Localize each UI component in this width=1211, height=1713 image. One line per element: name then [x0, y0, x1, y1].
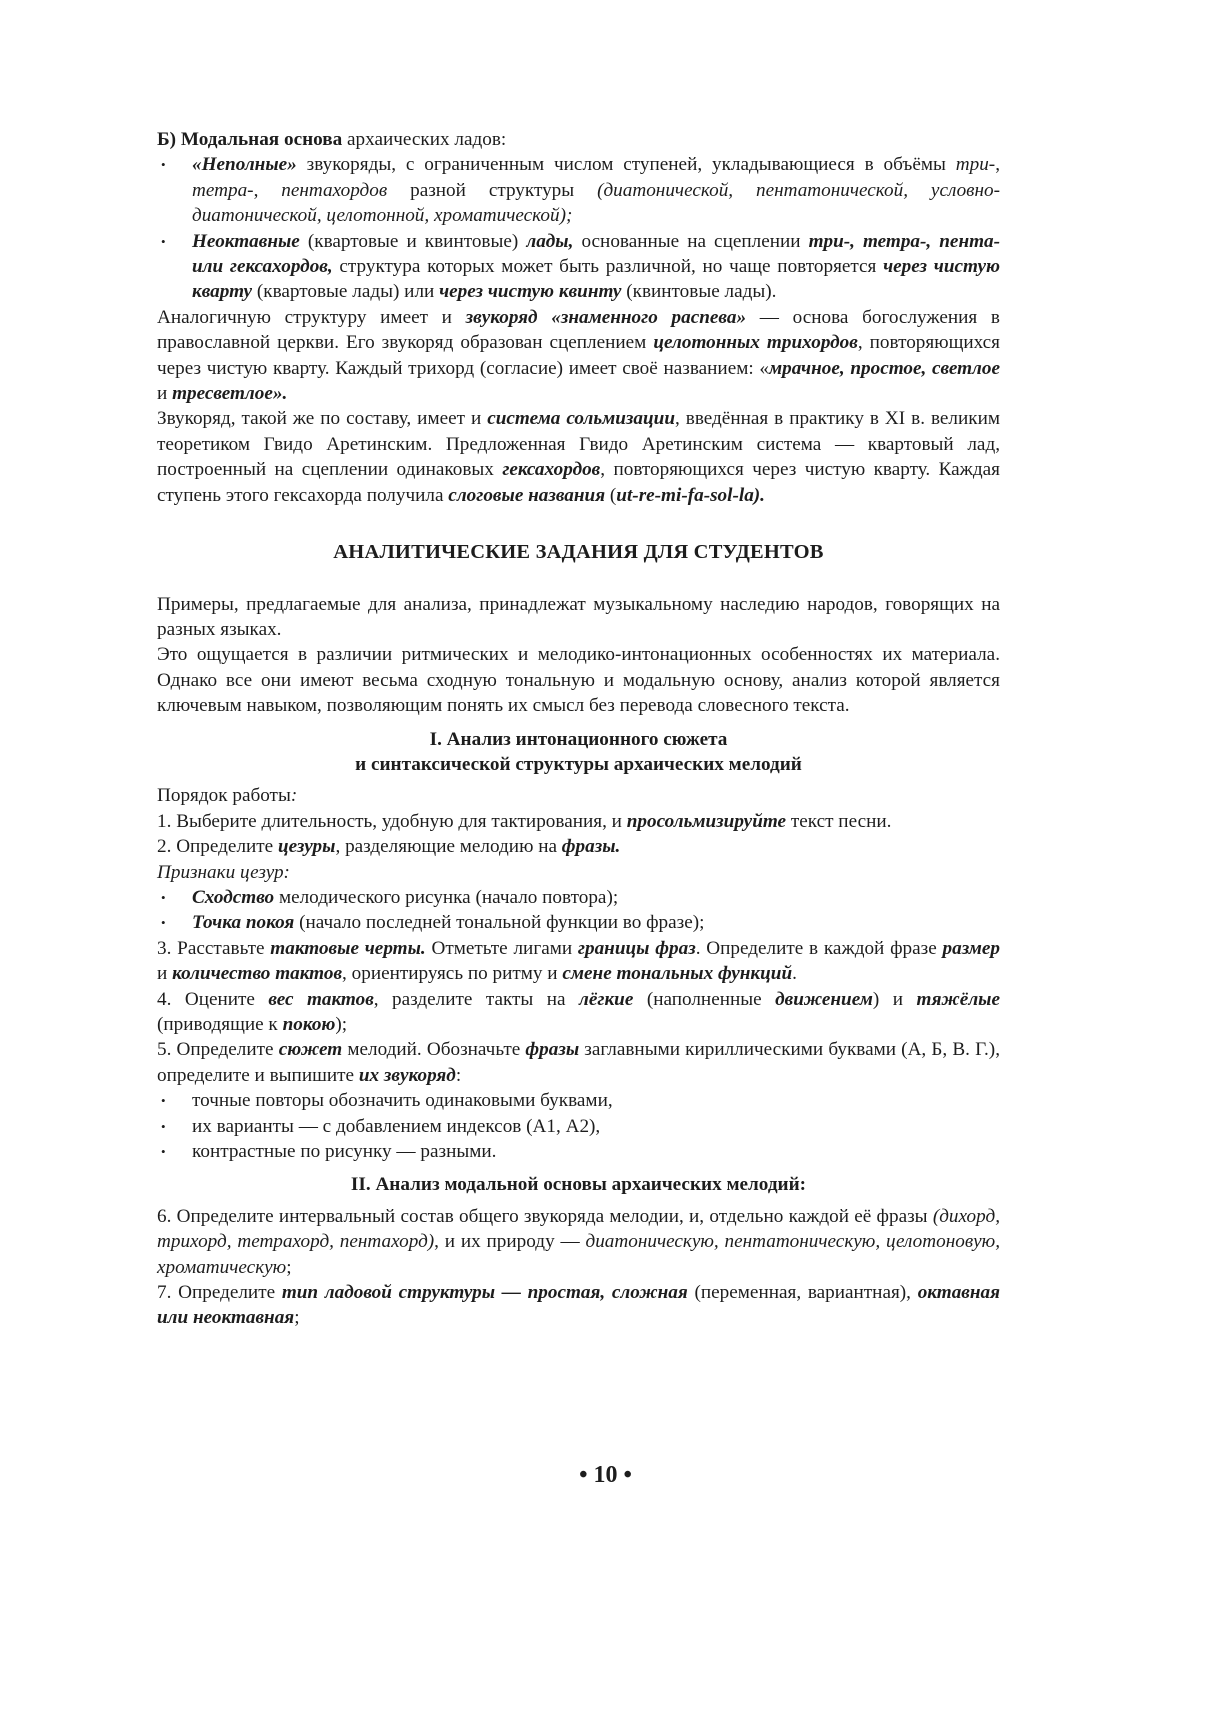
text-run: , и их природу —	[434, 1231, 586, 1253]
bullet-item	[157, 910, 1000, 935]
subsection-heading	[157, 1172, 1000, 1197]
text-run: Точка покоя	[192, 912, 295, 934]
page-body	[157, 127, 1000, 1331]
text-run: (квинтовые лады).	[621, 281, 777, 303]
section-heading	[157, 540, 1000, 565]
text-run: , введённая в практику в XI в. великим теоретиком Гвидо Аретинским. Предложенная Гвидо Аретинским система — квартовый лад, построенный на сцеплении одинаковых	[157, 408, 1000, 481]
text-run: количество тактов	[172, 963, 343, 985]
text-run: Б) Модальная основа	[157, 129, 343, 150]
text-run: 6. Определите интервальный состав общего звукоряда мелодии, и, отдельно каждой её фразы	[157, 1205, 933, 1227]
text-run: , разделяющие мелодию на	[335, 836, 562, 858]
text-run: цезуры	[278, 836, 336, 858]
text-run: точные повторы обозначить одинаковыми буквами,	[192, 1090, 613, 1112]
bullet-item	[157, 1139, 1000, 1164]
text-run: :	[455, 1064, 462, 1086]
paragraph	[157, 809, 1000, 834]
bullet-item	[157, 1088, 1000, 1113]
text-run: гексахордов	[502, 459, 601, 481]
text-run: , повторяющихся через чистую кварту. Каждая ступень этого гексахорда получила	[157, 459, 1001, 506]
text-run: структура которых может быть различной, но чаще повторяется	[332, 256, 884, 278]
text-run: целотонных трихордов	[653, 332, 858, 354]
text-run: три-	[955, 154, 996, 176]
text-run: ;	[294, 1307, 300, 1329]
page-number: • 10 •	[579, 1462, 632, 1488]
text-run: «Неполные»	[192, 154, 297, 176]
text-run: .	[792, 963, 797, 985]
text-run: Признаки цезур:	[157, 861, 290, 883]
text-run: и	[157, 383, 173, 405]
text-run: 4. Оцените	[157, 988, 269, 1010]
text-run: Примеры, предлагаемые для анализа, принадлежат музыкальному наследию народов, говорящих на разных языках.	[157, 593, 1000, 640]
text-run: и	[157, 963, 173, 985]
text-run: Порядок работы	[157, 785, 291, 807]
paragraph	[157, 1204, 1000, 1280]
text-run: фразы.	[561, 836, 621, 858]
bullet-item	[157, 885, 1000, 910]
paragraph	[157, 1037, 1000, 1088]
text-run: 5. Определите	[157, 1039, 279, 1061]
text-run: II. Анализ модальной основы архаических мелодий:	[350, 1174, 807, 1196]
text-run: ;	[286, 1256, 292, 1278]
text-run: сюжет	[278, 1039, 343, 1061]
text-run: мелодического рисунка (начало повтора);	[274, 886, 619, 908]
text-run: , разделите такты на	[373, 988, 580, 1010]
paragraph	[157, 783, 1000, 808]
text-run: ,	[253, 179, 282, 201]
text-run: 3. Расставьте	[157, 937, 271, 959]
text-run: ) и	[872, 988, 917, 1010]
paragraph	[157, 936, 1000, 987]
paragraph	[157, 127, 1000, 152]
text-run: покою	[282, 1014, 336, 1035]
text-run: октавная или неоктавная	[157, 1282, 1000, 1329]
text-run: вес тактов	[268, 988, 374, 1010]
paragraph	[157, 305, 1000, 407]
text-run: смене тональных функций	[562, 963, 793, 985]
text-run: ut-re-mi-fa-sol-la).	[616, 484, 765, 506]
text-run: (	[605, 484, 617, 506]
text-run: Отметьте лигами	[425, 937, 578, 959]
text-run: их звукоряд	[358, 1064, 456, 1086]
text-run: движением	[775, 988, 873, 1010]
text-run: лёгкие	[579, 988, 634, 1010]
bullet-item	[157, 1114, 1000, 1139]
text-run: мрачное, простое, светлое	[768, 357, 1000, 379]
text-run: тяжёлые	[916, 988, 1000, 1010]
text-run: лады,	[526, 230, 574, 252]
text-run: );	[335, 1014, 348, 1035]
text-run: система сольмизации	[487, 408, 676, 430]
text-run: звукоряд «знаменного распева»	[465, 306, 747, 328]
text-run: Неоктавные	[192, 230, 300, 252]
bullet-item	[157, 229, 1000, 305]
text-run: — основа богослужения в православной церкви. Его звукоряд образован сцеплением	[157, 306, 1000, 354]
text-run: основанные на сцеплении	[573, 230, 809, 252]
text-run: (диатонической, пентатонической, условно-диатонической, целотонной, хроматической);	[192, 179, 1000, 227]
bullet-item	[157, 152, 1000, 228]
text-run: 1. Выберите длительность, удобную для тактирования, и	[157, 810, 627, 832]
text-run: I. Анализ интонационного сюжета	[429, 728, 728, 750]
text-run: заглавными кириллическими буквами (А, Б, В. Г.), определите и выпишите	[157, 1039, 1000, 1086]
text-run: звукоряды, с ограниченным числом ступеней, укладывающиеся в объёмы	[296, 154, 956, 176]
text-run: слоговые названия	[448, 484, 606, 506]
text-run: их варианты — с добавлением индексов (А1, А2),	[192, 1115, 601, 1137]
text-run: через чистую кварту	[192, 256, 1000, 303]
text-run: и синтаксической структуры архаических мелодий	[355, 753, 802, 775]
text-run: пентахордов	[281, 179, 388, 201]
text-run: Звукоряд, такой же по составу, имеет и	[157, 408, 488, 430]
text-run: Это ощущается в различии ритмических и мелодико-интонационных особенностях их материала. Однако все они имеют весьма сходную тональную и модальную основу, анализ которой является ключевым навыком, позволяющим понять их смысл без перевода словесного текста.	[157, 644, 1000, 717]
text-run: Аналогичную структуру имеет и	[157, 306, 466, 328]
text-run: ,	[995, 154, 1000, 176]
text-run: :	[290, 785, 298, 807]
text-run: фразы	[525, 1039, 580, 1061]
text-run: (квартовые лады) или	[252, 281, 440, 303]
text-run: (квартовые и квинтовые)	[299, 230, 527, 252]
text-run: (приводящие к	[157, 1014, 283, 1035]
subsection-heading	[157, 752, 1000, 777]
paragraph	[157, 642, 1000, 718]
text-run: через чистую квинту	[439, 281, 622, 303]
text-run: (переменная, вариантная),	[687, 1282, 918, 1304]
text-run: (дихорд, трихорд, тетрахорд, пентахорд)	[157, 1205, 1000, 1253]
text-run: тактовые черты.	[270, 937, 426, 959]
text-run: текст песни.	[786, 810, 892, 832]
text-run: границы фраз	[577, 937, 696, 959]
text-run: (начало последней тональной функции во фразе);	[294, 912, 705, 934]
text-run: мелодий. Обозначьте	[342, 1039, 526, 1061]
text-run: , повторяющихся через чистую кварту. Каждый трихорд (согласие) имеет своё названием: «	[157, 332, 1000, 379]
text-run: тресветлое».	[172, 383, 288, 405]
paragraph	[157, 592, 1000, 643]
paragraph	[157, 1280, 1000, 1331]
paragraph	[157, 834, 1000, 859]
text-run: контрастные по рисунку — разными.	[192, 1141, 497, 1163]
text-run: 7. Определите	[157, 1282, 282, 1304]
text-run: , ориентируясь по ритму и	[342, 963, 563, 985]
text-run: . Определите в каждой фразе	[695, 937, 943, 959]
text-run: (наполненные	[633, 988, 776, 1010]
text-run: тетра-	[192, 179, 254, 201]
text-run: архаических ладов:	[342, 129, 507, 150]
text-run: размер	[942, 937, 1000, 959]
paragraph	[157, 406, 1000, 508]
paragraph	[157, 860, 1000, 885]
text-run: разной структуры	[387, 179, 598, 201]
subsection-heading	[157, 727, 1000, 752]
text-run: просольмизируйте	[626, 810, 787, 832]
text-run: Сходство	[192, 886, 275, 908]
text-run: диатоническую, пентатоническую, целотоновую, хроматическую	[157, 1231, 1000, 1278]
text-run: 2. Определите	[157, 836, 278, 858]
text-run: тип ладовой структуры — простая, сложная	[281, 1282, 688, 1304]
paragraph	[157, 987, 1000, 1038]
text-run: три-, тетра-, пента- или гексахордов,	[192, 230, 1001, 278]
text-run: АНАЛИТИЧЕСКИЕ ЗАДАНИЯ ДЛЯ СТУДЕНТОВ	[333, 541, 824, 564]
